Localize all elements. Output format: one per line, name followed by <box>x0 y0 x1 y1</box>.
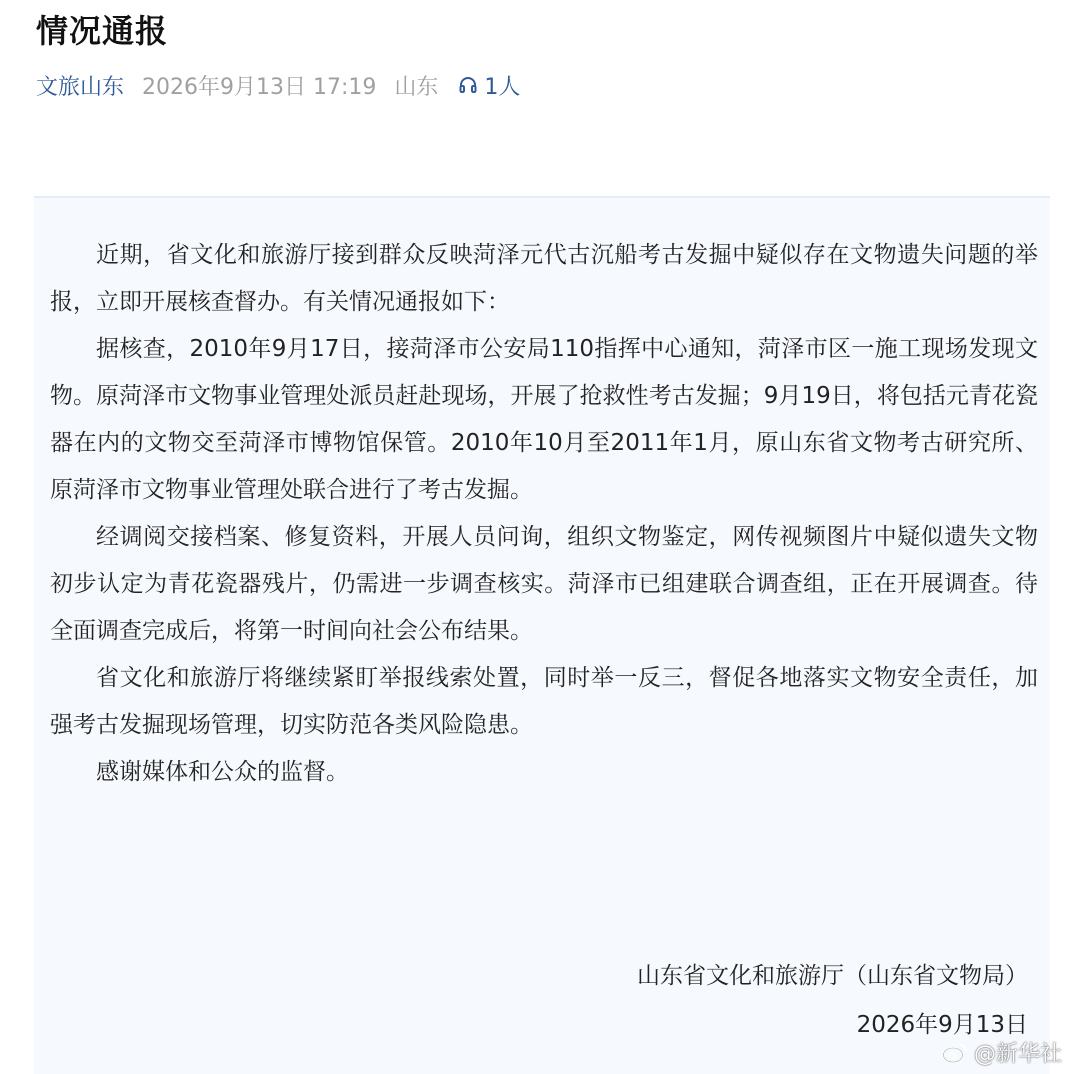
notice-body <box>50 232 1038 796</box>
signature-org: 山东省文化和旅游厅（山东省文物局） <box>637 963 1028 989</box>
account-name-link[interactable]: 文旅山东 <box>36 74 125 100</box>
page-title: 情况通报 <box>36 12 169 50</box>
paragraph-1: 近期，省文化和旅游厅接到群众反映菏泽元代古沉船考古发掘中疑似存在文物遗失问题的举报，立即开展核查督办。有关情况通报如下： <box>50 242 1038 315</box>
notice-card <box>34 196 1050 1074</box>
paragraph-4: 省文化和旅游厅将继续紧盯举报线索处置，同时举一反三，督促各地落实文物安全责任，加强考古发掘现场管理，切实防范各类风险隐患。 <box>50 665 1038 738</box>
headphones-icon <box>458 75 478 95</box>
signature-block <box>637 952 1028 1050</box>
paragraph-2: 据核查，2010年9月17日，接菏泽市公安局110指挥中心通知，菏泽市区一施工现场发现文物。原菏泽市文物事业管理处派员赶赴现场，开展了抢救性考古发掘；9月19日，将包括元青花瓷器在内的文物交至菏泽市博物馆保管。2010年10月至2011年1月，原山东省文物考古研究所、原菏泽市文物事业管理处联合进行了考古发掘。 <box>50 336 1038 503</box>
publish-time: 2026年9月13日 17:19 <box>142 74 377 100</box>
listen-button[interactable] <box>458 70 520 101</box>
publish-region: 山东 <box>394 74 439 100</box>
paragraph-5: 感谢媒体和公众的监督。 <box>96 759 349 785</box>
article-meta <box>36 70 520 100</box>
weibo-icon <box>942 1042 968 1064</box>
paragraph-3: 经调阅交接档案、修复资料，开展人员问询，组织文物鉴定，网传视频图片中疑似遗失文物初步认定为青花瓷器残片，仍需进一步调查核实。菏泽市已组建联合调查组，正在开展调查。待全面调查完成后，将第一时间向社会公布结果。 <box>50 524 1038 644</box>
signature-date: 2026年9月13日 <box>856 1012 1028 1038</box>
watermark <box>942 1037 1062 1068</box>
watermark-text: @新华社 <box>973 1042 1062 1067</box>
listen-count: 1人 <box>484 74 521 100</box>
